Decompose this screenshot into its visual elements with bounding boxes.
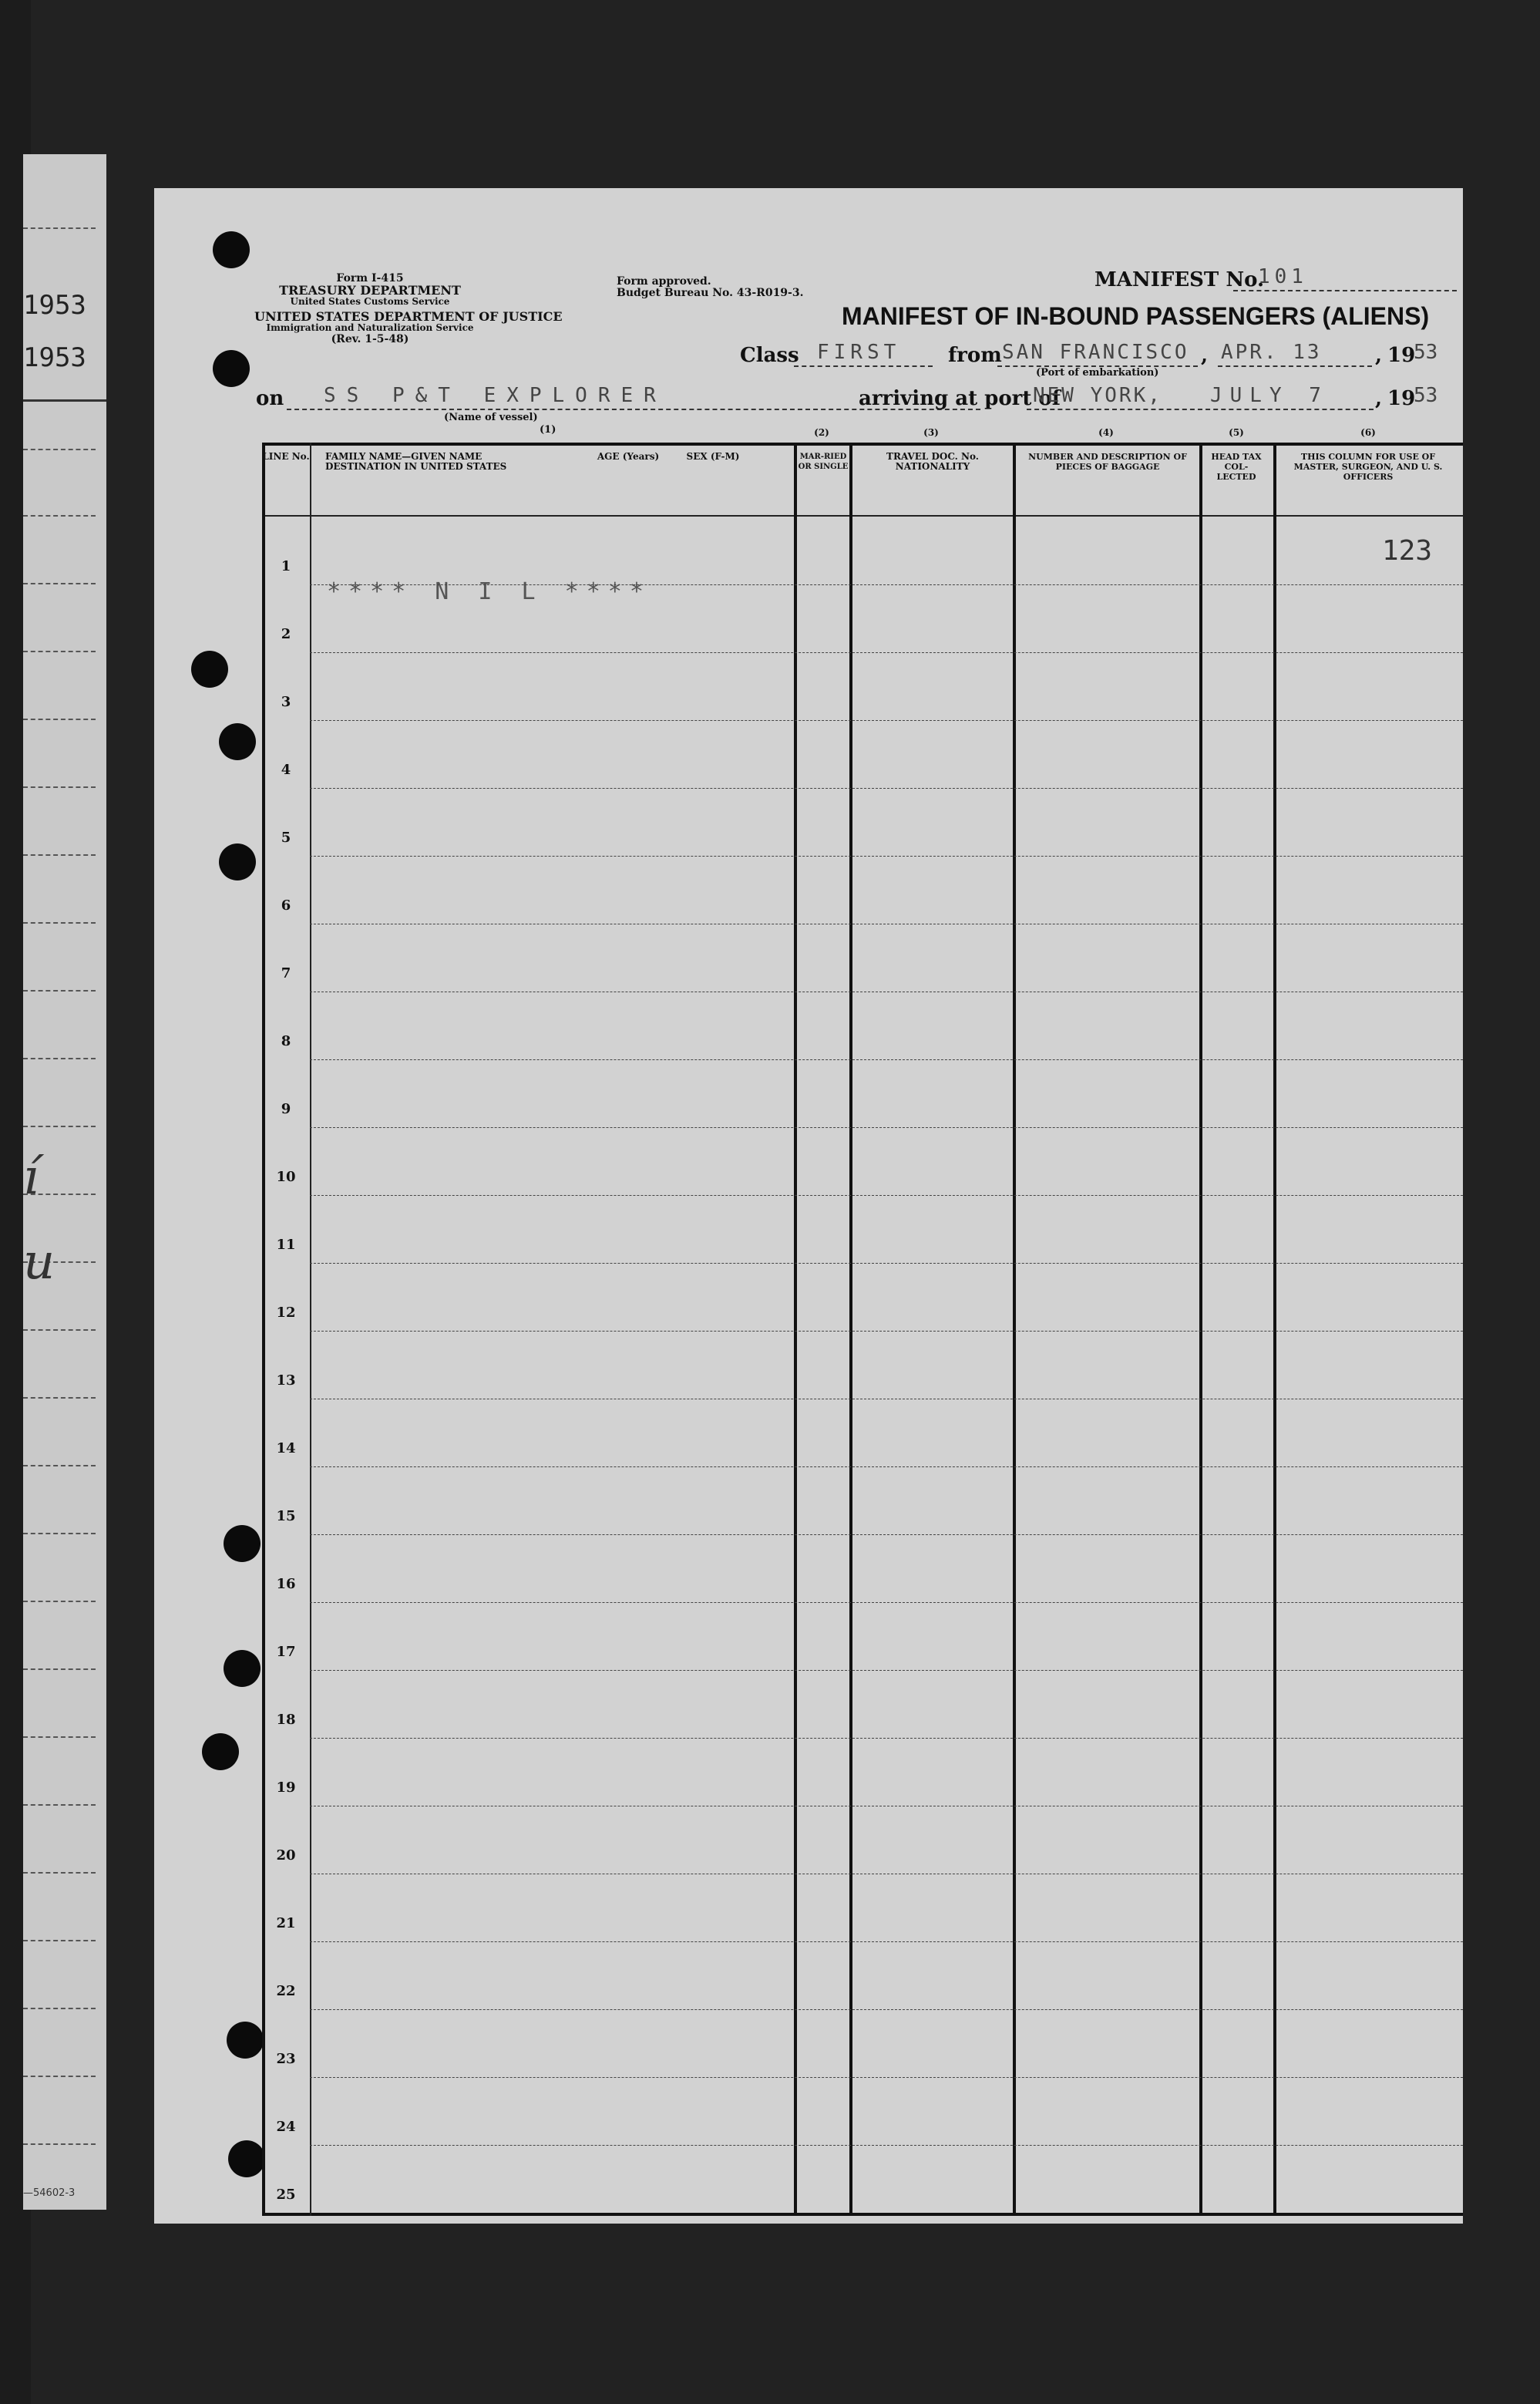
row-number: 21 — [276, 1915, 296, 1931]
column-rule — [1273, 443, 1276, 2216]
row-number: 3 — [281, 694, 291, 710]
page-count-mark: 123 — [1381, 535, 1432, 567]
column-number: (2) — [814, 427, 829, 438]
strip-dash — [23, 515, 96, 517]
row-number: 10 — [276, 1169, 296, 1185]
strip-dash — [23, 1601, 96, 1602]
table-top-rule — [262, 443, 1463, 446]
row-rule — [310, 2009, 1463, 2010]
approval-line1: Form approved. — [617, 275, 711, 288]
column-rule — [1199, 443, 1202, 2216]
row-number: 6 — [281, 897, 291, 914]
column-number: (5) — [1229, 427, 1244, 438]
row-rule — [310, 1331, 1463, 1332]
strip-year: 1953 — [23, 342, 86, 373]
vessel-name: SS P&T EXPLORER — [324, 384, 667, 407]
punch-hole — [213, 350, 250, 387]
row-rule — [310, 1059, 1463, 1060]
punch-hole — [228, 2140, 265, 2177]
row-rule — [310, 1466, 1463, 1467]
row-rule — [310, 2145, 1463, 2146]
form-revision: (Rev. 1-5-48) — [331, 333, 409, 345]
column-rule — [794, 443, 797, 2216]
row-number: 25 — [276, 2187, 296, 2203]
departure-date-line — [1218, 365, 1372, 367]
row-number: 14 — [276, 1440, 296, 1456]
strip-dash — [23, 1194, 96, 1195]
form-number: Form I-415 — [336, 272, 404, 285]
row-number: 16 — [276, 1576, 296, 1592]
arrival-date: JULY 7 — [1210, 384, 1329, 407]
arrival-line — [1027, 409, 1374, 410]
on-label: on — [256, 387, 284, 410]
row-rule — [310, 720, 1463, 721]
table-bottom-rule — [262, 2213, 1463, 2216]
row-rule — [310, 1195, 1463, 1196]
punch-hole — [202, 1733, 239, 1770]
immigration-service: Immigration and Naturalization Service — [266, 322, 474, 333]
column-number: (4) — [1098, 427, 1114, 438]
header-age: AGE (Years) — [597, 451, 660, 462]
punch-hole — [191, 651, 228, 688]
strip-dash — [23, 2143, 96, 2145]
row-number: 11 — [276, 1237, 296, 1253]
strip-dash — [23, 1329, 96, 1331]
row-rule — [310, 1941, 1463, 1942]
row-rule — [310, 652, 1463, 653]
strip-dash — [23, 1668, 96, 1670]
class-label: Class — [740, 344, 799, 367]
strip-dash — [23, 227, 96, 229]
header-travel-doc: TRAVEL DOC. No. NATIONALITY — [886, 451, 979, 472]
row-number: 18 — [276, 1712, 296, 1728]
row-rule — [310, 788, 1463, 789]
justice-department: UNITED STATES DEPARTMENT OF JUSTICE — [254, 309, 563, 324]
row-number: 20 — [276, 1847, 296, 1864]
strip-script-mark: u — [23, 1234, 55, 1291]
departure-year-prefix: 19 — [1387, 344, 1416, 367]
strip-dash — [23, 2008, 96, 2009]
strip-year: 1953 — [23, 290, 86, 321]
row-rule — [310, 1127, 1463, 1128]
row-rule — [310, 2077, 1463, 2078]
column-rule — [849, 443, 852, 2216]
row-number: 24 — [276, 2119, 296, 2135]
header-sex: SEX (F-M) — [686, 451, 740, 462]
row-rule — [310, 1534, 1463, 1535]
row-rule — [310, 1670, 1463, 1671]
row-rule — [310, 584, 1463, 585]
manifest-number-line — [1233, 290, 1457, 291]
row-number: 1 — [281, 558, 291, 574]
punch-hole — [219, 723, 256, 760]
row-rule — [310, 1602, 1463, 1603]
embarkation-port: SAN FRANCISCO — [1002, 341, 1189, 364]
approval-block — [617, 276, 803, 299]
strip-dash — [23, 1940, 96, 1941]
from-label: from — [948, 344, 1002, 367]
row-number: 7 — [281, 965, 291, 981]
row-number: 9 — [281, 1101, 291, 1117]
strip-dash — [23, 1058, 96, 1059]
strip-rule — [23, 399, 106, 402]
strip-dash — [23, 719, 96, 720]
row-rule — [310, 1263, 1463, 1264]
strip-dash — [23, 583, 96, 584]
strip-dash — [23, 449, 96, 450]
strip-script-mark: í — [23, 1149, 39, 1206]
strip-dash — [23, 1465, 96, 1466]
row-number: 8 — [281, 1033, 291, 1049]
header-officers-use: THIS COLUMN FOR USE OF MASTER, SURGEON, AND U. S. OFFICERS — [1293, 452, 1443, 482]
punch-hole — [224, 1650, 261, 1687]
arrival-port: NEW YORK, — [1033, 384, 1162, 407]
row-number: 22 — [276, 1983, 296, 1999]
column-number: (6) — [1360, 427, 1376, 438]
strip-dash — [23, 922, 96, 924]
nil-entry: **** N I L **** — [327, 578, 651, 605]
approval-line2: Budget Bureau No. 43-R019-3. — [617, 287, 804, 299]
table-header-rule — [262, 515, 1463, 517]
column-rule — [310, 443, 311, 2216]
row-number: 2 — [281, 626, 291, 642]
passenger-table — [262, 427, 1463, 2216]
header-line-no: LINE No. — [262, 451, 310, 462]
adjacent-page-strip — [23, 154, 106, 2210]
customs-service: United States Customs Service — [290, 296, 450, 307]
class-value: FIRST — [817, 341, 901, 364]
strip-dash — [23, 651, 96, 652]
row-number: 23 — [276, 2051, 296, 2067]
form-block — [254, 272, 563, 345]
comma: , — [1201, 344, 1209, 367]
column-number: (3) — [923, 427, 939, 438]
header-married: MAR-RIED OR SINGLE — [798, 453, 849, 471]
punch-hole — [227, 2022, 264, 2059]
departure-year: 53 — [1414, 341, 1438, 364]
class-line — [794, 365, 933, 367]
row-number: 15 — [276, 1508, 296, 1524]
strip-dash — [23, 1397, 96, 1399]
arrival-year: 53 — [1414, 384, 1438, 407]
header-name: FAMILY NAME—GIVEN NAME DESTINATION IN UNITED STATES — [325, 451, 507, 472]
strip-dash — [23, 1126, 96, 1127]
row-number: 13 — [276, 1372, 296, 1389]
row-number: 12 — [276, 1305, 296, 1321]
departure-date: APR. 13 — [1221, 341, 1322, 364]
punch-hole — [213, 231, 250, 268]
header-baggage: NUMBER AND DESCRIPTION OF PIECES OF BAGGAGE — [1028, 452, 1187, 472]
manifest-number-label: MANIFEST No. — [1094, 268, 1265, 291]
row-number: 19 — [276, 1779, 296, 1796]
strip-dash — [23, 990, 96, 992]
embarkation-caption: (Port of embarkation) — [1036, 367, 1159, 379]
strip-dash — [23, 854, 96, 856]
treasury-department: TREASURY DEPARTMENT — [279, 283, 461, 298]
arriving-label: arriving at port of — [859, 387, 1061, 410]
strip-dash — [23, 2076, 96, 2077]
strip-dash — [23, 1736, 96, 1738]
vessel-column-number: (1) — [540, 424, 556, 436]
manifest-sheet — [154, 188, 1463, 2224]
strip-form-number: —54602-3 — [23, 2187, 76, 2199]
row-rule — [310, 1738, 1463, 1739]
strip-dash — [23, 1872, 96, 1874]
strip-dash — [23, 786, 96, 788]
column-rule — [1013, 443, 1016, 2216]
punch-hole — [219, 843, 256, 880]
row-number: 4 — [281, 762, 291, 778]
comma: , — [1375, 344, 1383, 367]
manifest-title: MANIFEST OF IN-BOUND PASSENGERS (ALIENS) — [842, 302, 1430, 330]
comma: , — [1375, 387, 1383, 410]
vessel-caption: (Name of vessel) — [444, 412, 538, 423]
manifest-number-value: 101 — [1258, 265, 1308, 288]
punch-hole — [224, 1525, 261, 1562]
strip-dash — [23, 1533, 96, 1534]
row-number: 5 — [281, 830, 291, 846]
row-rule — [310, 856, 1463, 857]
arrival-year-prefix: 19 — [1387, 387, 1416, 410]
header-head-tax: HEAD TAX COL-LECTED — [1211, 452, 1262, 482]
strip-dash — [23, 1804, 96, 1806]
row-number: 17 — [276, 1644, 296, 1660]
